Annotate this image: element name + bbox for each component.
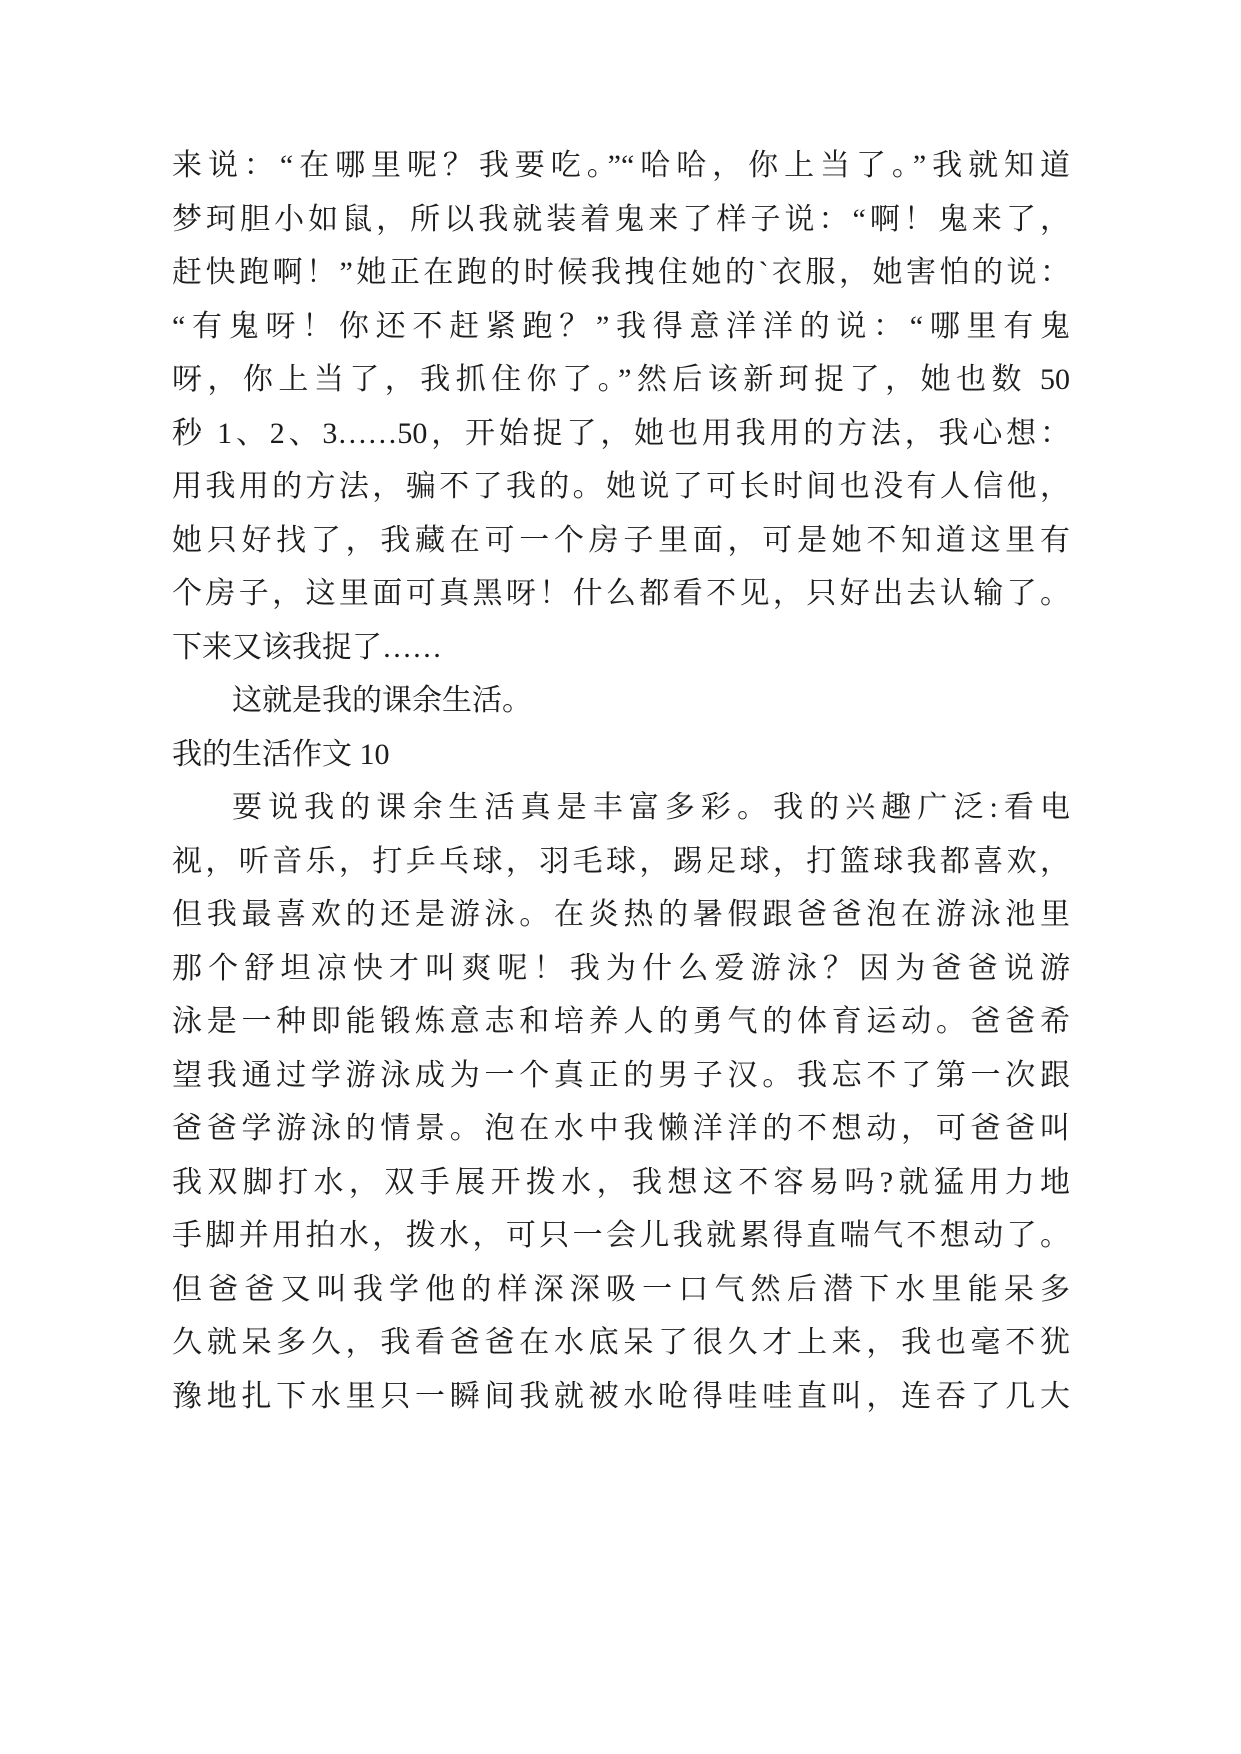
text-line: 个房子，这里面可真黑呀！什么都看不见，只好出去认输了。 xyxy=(172,577,1070,610)
text-line: 要说我的课余生活真是丰富多彩。我的兴趣广泛:看电 xyxy=(232,791,1070,824)
text-line: 秒 1、2、3……50，开始捉了，她也用我用的方法，我心想： xyxy=(172,416,1070,450)
text-line: 那个舒坦凉快才叫爽呢！我为什么爱游泳？因为爸爸说游 xyxy=(172,951,1070,985)
paragraph-body xyxy=(172,781,1070,1423)
text-line: 我双脚打水，双手展开拨水，我想这不容易吗?就猛用力地 xyxy=(172,1165,1070,1199)
text-line: 但我最喜欢的还是游泳。在炎热的暑假跟爸爸泡在游泳池里 xyxy=(172,898,1070,931)
text-line: 爸爸学游泳的情景。泡在水中我懒洋洋的不想动，可爸爸叫 xyxy=(172,1112,1070,1145)
text-line: 她只好找了，我藏在可一个房子里面，可是她不知道这里有 xyxy=(172,523,1070,557)
text-line: 久就呆多久，我看爸爸在水底呆了很久才上来，我也毫不犹 xyxy=(172,1326,1070,1359)
text-line: 但爸爸又叫我学他的样深深吸一口气然后潜下水里能呆多 xyxy=(172,1272,1070,1306)
text-line: “有鬼呀！你还不赶紧跑？”我得意洋洋的说：“哪里有鬼 xyxy=(172,309,1070,343)
text-line: 来说：“在哪里呢？我要吃。”“哈哈，你上当了。”我就知道 xyxy=(172,149,1070,182)
text-line: 赶快跑啊！”她正在跑的时候我拽住她的`衣服，她害怕的说： xyxy=(172,256,1070,289)
text-line: 视，听音乐，打乒乓球，羽毛球，踢足球，打篮球我都喜欢， xyxy=(172,844,1070,878)
text-line: 手脚并用拍水，拨水，可只一会儿我就累得直喘气不想动了。 xyxy=(172,1219,1070,1252)
text-line: 呀，你上当了，我抓住你了。”然后该新珂捉了，她也数 50 xyxy=(172,363,1070,396)
paragraph-continued xyxy=(172,139,1070,674)
text-line: 泳是一种即能锻炼意志和培养人的勇气的体育运动。爸爸希 xyxy=(172,1005,1070,1038)
text-line: 用我用的方法，骗不了我的。她说了可长时间也没有人信他， xyxy=(172,470,1070,503)
paragraph-closing xyxy=(172,674,1070,728)
document-body xyxy=(172,139,1070,1423)
section-heading: 我的生活作文 10 xyxy=(172,737,390,771)
text-line: 梦珂胆小如鼠，所以我就装着鬼来了样子说：“啊！鬼来了， xyxy=(172,202,1070,236)
text-line: 豫地扎下水里只一瞬间我就被水呛得哇哇直叫，连吞了几大 xyxy=(172,1379,1070,1413)
text-line: 下来又该我捉了…… xyxy=(172,630,442,664)
text-line: 望我通过学游泳成为一个真正的男子汉。我忘不了第一次跟 xyxy=(172,1058,1070,1092)
text-line: 这就是我的课余生活。 xyxy=(232,684,532,717)
